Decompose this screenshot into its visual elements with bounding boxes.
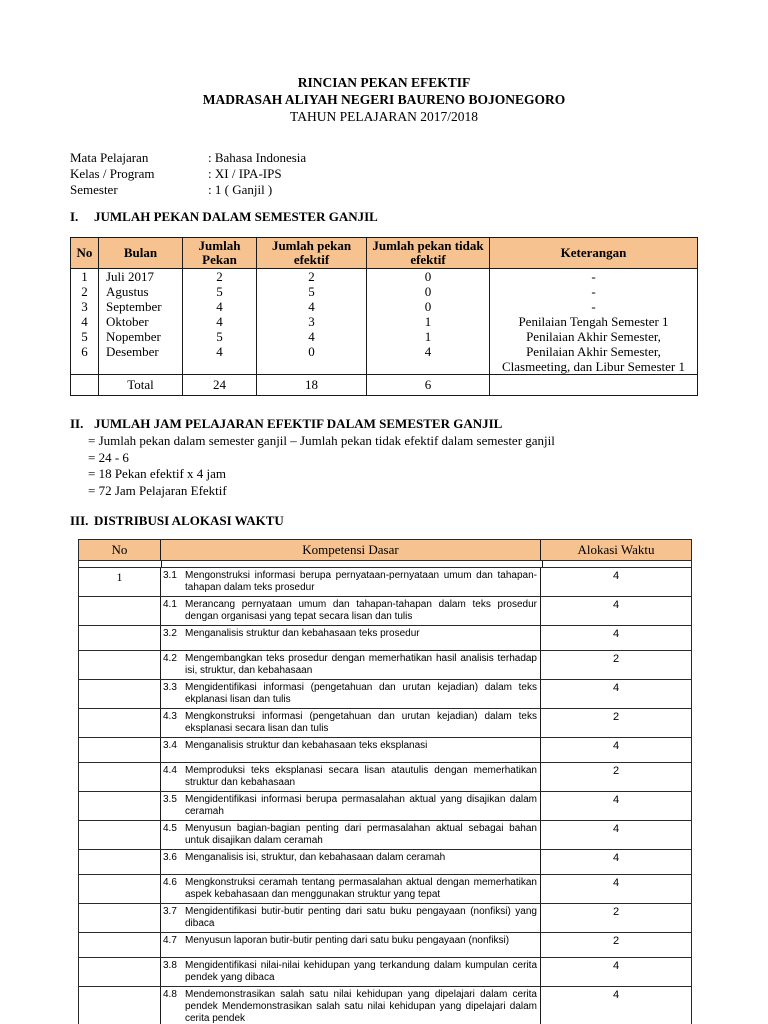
weeks-column-header: Bulan bbox=[99, 238, 183, 268]
weeks-table-column-ket bbox=[490, 269, 697, 374]
kd-code: 3.1 bbox=[163, 570, 177, 581]
weeks-cell-jp: 2 bbox=[216, 269, 223, 284]
kd-row bbox=[79, 626, 691, 651]
kd-description: Mengonstruksi informasi berupa pernyataan-pernyataan umum dan tahapan-tahapan dalam teks prosedur bbox=[185, 570, 537, 593]
weeks-cell-ket: Penilaian Akhir Semester, bbox=[526, 329, 661, 344]
kd-row-number bbox=[79, 821, 161, 849]
kd-allocation-value: 4 bbox=[612, 852, 620, 864]
kd-code: 3.4 bbox=[163, 740, 177, 751]
allocation-column-header: Kompetensi Dasar bbox=[161, 540, 541, 560]
kd-row-number bbox=[79, 651, 161, 679]
kd-description: Memproduksi teks eksplanasi secara lisan atautulis dengan memerhatikan struktur dan kebahasaan bbox=[185, 765, 537, 788]
weeks-cell-jpe: 0 bbox=[308, 344, 315, 359]
kd-code: 4.4 bbox=[163, 765, 177, 776]
weeks-cell-jp: 4 bbox=[216, 299, 223, 314]
kd-cell bbox=[161, 651, 541, 679]
info-label: Kelas / Program bbox=[70, 166, 155, 181]
weeks-table-header bbox=[71, 238, 697, 269]
kd-code: 4.6 bbox=[163, 877, 177, 888]
kd-allocation-value: 4 bbox=[612, 877, 620, 889]
weeks-table-body bbox=[71, 269, 697, 374]
weeks-total-cell bbox=[71, 375, 99, 395]
kd-allocation-value: 4 bbox=[612, 823, 620, 835]
weeks-column-header: Keterangan bbox=[560, 245, 627, 260]
weeks-cell-bulan: Desember bbox=[106, 344, 159, 359]
kd-code: 3.8 bbox=[163, 960, 177, 971]
kd-allocation-value: 4 bbox=[612, 960, 620, 972]
weeks-cell-bulan: Juli 2017 bbox=[106, 269, 155, 284]
kd-description: Merancang pernyataan umum dan tahapan-tahapan dalam teks prosedur dengan organisasi yang tepat secara lisan dan tulis bbox=[185, 599, 537, 622]
section1-heading-text: JUMLAH PEKAN DALAM SEMESTER GANJIL bbox=[94, 209, 378, 224]
kd-description: Menyusun laporan butir-butir penting dari satu buku pengayaan (nonfiksi) bbox=[185, 935, 510, 946]
weeks-table-column-bulan bbox=[99, 269, 183, 374]
calculation-line: = Jumlah pekan dalam semester ganjil – Jumlah pekan tidak efektif dalam semester ganjil bbox=[88, 433, 555, 448]
weeks-cell-jpe: 4 bbox=[308, 329, 315, 344]
weeks-cell-jpe: 4 bbox=[308, 299, 315, 314]
kd-cell bbox=[161, 792, 541, 820]
weeks-column-header: Jumlah pekan tidak efektif bbox=[367, 238, 490, 268]
weeks-table-column-no bbox=[71, 269, 99, 374]
weeks-column-header: Jumlah pekan efektif bbox=[257, 238, 367, 268]
kd-row bbox=[79, 792, 691, 821]
kd-code: 4.7 bbox=[163, 935, 177, 946]
kd-code: 4.5 bbox=[163, 823, 177, 834]
kd-row-number bbox=[79, 933, 161, 957]
weeks-table-total-row bbox=[71, 374, 697, 395]
calculation-line: = 18 Pekan efektif x 4 jam bbox=[88, 466, 227, 481]
weeks-cell-jpte: 0 bbox=[424, 284, 432, 299]
weeks-table bbox=[70, 237, 698, 396]
kd-description: Mengembangkan teks prosedur dengan memerhatikan hasil analisis terhadap isi, struktur, dan kebahasaan bbox=[185, 653, 537, 676]
weeks-cell-ket: - bbox=[591, 299, 596, 314]
kd-description: Menganalisis isi, struktur, dan kebahasaan dalam ceramah bbox=[185, 852, 446, 863]
weeks-cell-no: 2 bbox=[81, 284, 88, 299]
weeks-cell-no: 6 bbox=[81, 344, 88, 359]
weeks-cell-bulan: Nopember bbox=[106, 329, 161, 344]
info-row-kelas-program bbox=[70, 166, 698, 182]
kd-row bbox=[79, 597, 691, 626]
weeks-cell-jpte: 1 bbox=[424, 314, 432, 329]
weeks-table-column-jpe bbox=[257, 269, 367, 374]
weeks-column-header: No bbox=[71, 238, 99, 268]
weeks-cell-no: 4 bbox=[81, 314, 88, 329]
document-content bbox=[70, 74, 698, 1024]
spacer-cell bbox=[543, 561, 691, 567]
weeks-cell-no: 1 bbox=[81, 269, 88, 284]
weeks-cell-jpte: 1 bbox=[424, 329, 432, 344]
weeks-cell-ket-extra: Clasmeeting, dan Libur Semester 1 bbox=[501, 359, 686, 374]
weeks-cell-jpe: 3 bbox=[308, 314, 315, 329]
kd-row-number bbox=[79, 680, 161, 708]
kd-description: Mengidentifikasi informasi (pengetahuan dan urutan kejadian) dalam teks ekplanasi lisan dan tulis bbox=[185, 682, 537, 705]
kd-row bbox=[79, 763, 691, 792]
title-line-3: TAHUN PELAJARAN 2017/2018 bbox=[290, 109, 478, 124]
kd-allocation-value: 2 bbox=[612, 765, 620, 777]
weeks-cell-bulan: Agustus bbox=[106, 284, 149, 299]
info-row-mata-pelajaran bbox=[70, 150, 698, 166]
kd-row-number bbox=[79, 904, 161, 932]
weeks-cell-jp: 5 bbox=[216, 284, 223, 299]
kd-allocation-value: 2 bbox=[612, 906, 620, 918]
spacer-cell bbox=[162, 561, 543, 567]
info-value: : 1 ( Ganjil ) bbox=[208, 182, 273, 197]
weeks-cell-jpe: 2 bbox=[308, 269, 315, 284]
weeks-cell-jpte: 0 bbox=[424, 299, 432, 314]
kd-code: 3.3 bbox=[163, 682, 177, 693]
kd-description: Mengidentifikasi butir-butir penting dari satu buku pengayaan (nonfiksi) yang dibaca bbox=[185, 906, 537, 929]
kd-row bbox=[79, 821, 691, 850]
info-label: Semester bbox=[70, 182, 118, 197]
kd-row bbox=[79, 568, 691, 597]
kd-description: Menyusun bagian-bagian penting dari permasalahan aktual sebagai bahan untuk disajikan dalam ceramah bbox=[185, 823, 537, 846]
kd-code: 3.5 bbox=[163, 794, 177, 805]
kd-row bbox=[79, 933, 691, 958]
weeks-column-header: Jumlah Pekan bbox=[183, 238, 257, 268]
weeks-total-cell: Total bbox=[99, 375, 183, 395]
kd-row-number bbox=[79, 763, 161, 791]
kd-row-number bbox=[79, 709, 161, 737]
title-line-1: RINCIAN PEKAN EFEKTIF bbox=[297, 75, 471, 90]
kd-description: Mengidentifikasi nilai-nilai kehidupan yang terkandung dalam kumpulan cerita pendek yang dibaca bbox=[185, 960, 537, 983]
allocation-table bbox=[78, 539, 692, 1024]
spacer-cell bbox=[79, 561, 162, 567]
kd-allocation-value: 2 bbox=[612, 935, 620, 947]
kd-code: 3.6 bbox=[163, 852, 177, 863]
weeks-cell-ket: - bbox=[591, 269, 596, 284]
subject-info bbox=[70, 150, 698, 198]
allocation-table-body bbox=[79, 568, 691, 1024]
info-label: Mata Pelajaran bbox=[70, 150, 149, 165]
weeks-cell-jpte: 4 bbox=[424, 344, 432, 359]
kd-cell bbox=[161, 904, 541, 932]
section1-numeral: I. bbox=[70, 209, 79, 224]
kd-row bbox=[79, 738, 691, 763]
kd-allocation-value: 4 bbox=[612, 599, 620, 611]
kd-description: Mendemonstrasikan salah satu nilai kehidupan yang dipelajari dalam cerita pendek Mendemonstrasikan salah satu nilai kehidupan yang dipelajari dalam cerita pendek bbox=[185, 989, 537, 1024]
kd-allocation-value: 4 bbox=[612, 682, 620, 694]
kd-allocation-value: 2 bbox=[612, 653, 620, 665]
kd-allocation-value: 4 bbox=[612, 570, 620, 582]
kd-allocation-value: 4 bbox=[612, 628, 620, 640]
kd-row bbox=[79, 651, 691, 680]
kd-row-number bbox=[79, 792, 161, 820]
kd-row-number bbox=[79, 875, 161, 903]
kd-row bbox=[79, 875, 691, 904]
kd-row-number bbox=[79, 958, 161, 986]
kd-cell bbox=[161, 875, 541, 903]
section2-heading bbox=[70, 416, 698, 432]
kd-code: 4.8 bbox=[163, 989, 177, 1000]
weeks-total-cell: 18 bbox=[257, 375, 367, 395]
kd-cell bbox=[161, 568, 541, 596]
kd-row-number: 1 bbox=[79, 568, 161, 596]
kd-cell bbox=[161, 626, 541, 650]
kd-description: Menganalisis struktur dan kebahasaan teks eksplanasi bbox=[185, 740, 428, 751]
kd-allocation-value: 4 bbox=[612, 794, 620, 806]
section2-numeral: II. bbox=[70, 416, 84, 431]
weeks-total-cell: 6 bbox=[367, 375, 490, 395]
section2-calculation bbox=[88, 433, 698, 499]
weeks-table-column-jp bbox=[183, 269, 257, 374]
kd-cell bbox=[161, 850, 541, 874]
weeks-cell-bulan: September bbox=[106, 299, 162, 314]
weeks-cell-jp: 4 bbox=[216, 314, 223, 329]
allocation-table-spacer-row bbox=[79, 561, 691, 568]
calculation-line: = 72 Jam Pelajaran Efektif bbox=[88, 482, 227, 498]
kd-cell bbox=[161, 763, 541, 791]
weeks-total-cell: 24 bbox=[183, 375, 257, 395]
calculation-line: = 24 - 6 bbox=[88, 449, 129, 465]
kd-allocation-value: 4 bbox=[612, 740, 620, 752]
weeks-total-cell bbox=[490, 375, 697, 395]
weeks-cell-ket: Penilaian Tengah Semester 1 bbox=[518, 314, 669, 329]
kd-allocation-value: 4 bbox=[612, 989, 620, 1001]
weeks-cell-bulan: Oktober bbox=[106, 314, 149, 329]
weeks-cell-no: 3 bbox=[81, 299, 88, 314]
kd-row-number bbox=[79, 597, 161, 625]
info-row-semester bbox=[70, 182, 698, 198]
kd-allocation-value: 2 bbox=[612, 711, 620, 723]
allocation-column-header: Alokasi Waktu bbox=[577, 542, 655, 557]
weeks-cell-ket: Penilaian Akhir Semester, bbox=[526, 344, 661, 359]
info-value: : Bahasa Indonesia bbox=[208, 150, 307, 165]
kd-code: 3.2 bbox=[163, 628, 177, 639]
weeks-cell-jp: 4 bbox=[216, 344, 223, 359]
kd-row bbox=[79, 958, 691, 987]
kd-row-number bbox=[79, 987, 161, 1024]
kd-cell bbox=[161, 821, 541, 849]
kd-row bbox=[79, 850, 691, 875]
weeks-cell-no: 5 bbox=[81, 329, 88, 344]
kd-code: 4.2 bbox=[163, 653, 177, 664]
allocation-table-header bbox=[79, 540, 691, 561]
title-line-2: MADRASAH ALIYAH NEGERI BAURENO BOJONEGORO bbox=[202, 92, 566, 107]
kd-code: 3.7 bbox=[163, 906, 177, 917]
kd-cell bbox=[161, 933, 541, 957]
kd-cell bbox=[161, 680, 541, 708]
allocation-column-header: No bbox=[79, 540, 161, 560]
kd-row-number bbox=[79, 626, 161, 650]
section1-heading bbox=[70, 209, 698, 225]
kd-row-number bbox=[79, 850, 161, 874]
info-value: : XI / IPA-IPS bbox=[208, 166, 282, 181]
weeks-cell-jp: 5 bbox=[216, 329, 223, 344]
weeks-cell-jpe: 5 bbox=[308, 284, 315, 299]
kd-cell bbox=[161, 709, 541, 737]
kd-row bbox=[79, 709, 691, 738]
kd-code: 4.1 bbox=[163, 599, 177, 610]
kd-row bbox=[79, 987, 691, 1024]
kd-code: 4.3 bbox=[163, 711, 177, 722]
weeks-cell-ket: - bbox=[591, 284, 596, 299]
section3-heading bbox=[70, 513, 698, 529]
kd-row bbox=[79, 680, 691, 709]
kd-description: Menganalisis struktur dan kebahasaan teks prosedur bbox=[185, 628, 420, 639]
kd-row-number bbox=[79, 738, 161, 762]
section2-heading-text: JUMLAH JAM PELAJARAN EFEKTIF DALAM SEMESTER GANJIL bbox=[94, 416, 503, 431]
kd-description: Mengkonstruksi informasi (pengetahuan dan urutan kejadian) dalam teks eksplanasi secara lisan dan tulis bbox=[185, 711, 537, 734]
kd-cell bbox=[161, 987, 541, 1024]
weeks-cell-jpte: 0 bbox=[424, 269, 432, 284]
kd-cell bbox=[161, 597, 541, 625]
section3-heading-text: DISTRIBUSI ALOKASI WAKTU bbox=[94, 513, 284, 528]
weeks-table-column-jpte bbox=[367, 269, 490, 374]
section3-numeral: III. bbox=[70, 513, 89, 528]
kd-row bbox=[79, 904, 691, 933]
kd-cell bbox=[161, 958, 541, 986]
document-title bbox=[70, 74, 698, 125]
kd-cell bbox=[161, 738, 541, 762]
kd-description: Mengidentifikasi informasi berupa permasalahan aktual yang disajikan dalam ceramah bbox=[185, 794, 537, 817]
kd-description: Mengkonstruksi ceramah tentang permasalahan aktual dengan memerhatikan aspek kebahasaan dan menggunakan struktur yang tepat bbox=[185, 877, 537, 900]
